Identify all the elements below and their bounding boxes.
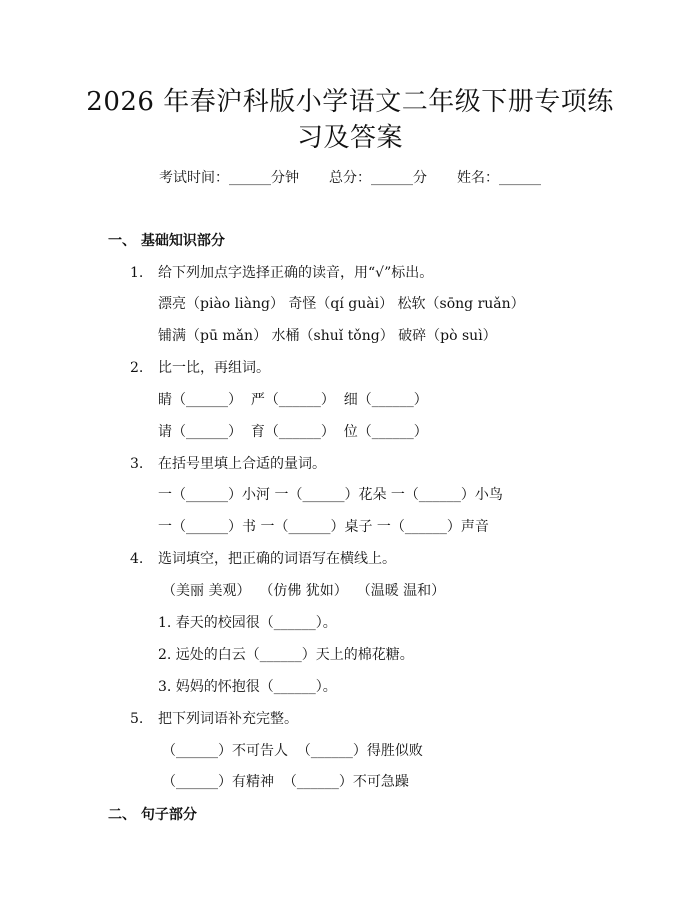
q2-row-2: 请（______） 育（______） 位（______）: [158, 424, 428, 440]
student-name: 姓名：______: [457, 170, 541, 186]
question-2: [130, 357, 270, 377]
exam-time: 考试时间：______分钟: [159, 170, 299, 186]
q1-row-2: 铺满（pū mǎn） 水桶（shuǐ tǒng） 破碎（pò suì）: [158, 328, 497, 344]
question-text: 把下列词语补充完整。: [158, 711, 298, 727]
q5-row-2: （______）有精神 （______）不可急躁: [162, 774, 409, 790]
document-title-line-1: 2026 年春沪科版小学语文二年级下册专项练: [86, 87, 614, 117]
question-5: [130, 708, 298, 728]
question-3: [130, 453, 326, 473]
question-text: 比一比，再组词。: [158, 360, 270, 376]
q3-row-1: 一（______）小河 一（______）花朵 一（______）小鸟: [158, 487, 503, 503]
q1-row-1: 漂亮（piào liàng） 奇怪（qí guài） 松软（sōng ruǎn）: [158, 296, 525, 312]
question-4: [130, 548, 396, 568]
section-heading-sentences: 二、 句子部分: [108, 807, 197, 823]
question-number: 2.: [130, 360, 144, 376]
q2-row-1: 睛（______） 严（______） 细（______）: [158, 392, 428, 408]
q3-row-2: 一（______）书 一（______）桌子 一（______）声音: [158, 519, 489, 535]
q4-sentence-3: 3. 妈妈的怀抱很（______）。: [158, 679, 337, 695]
question-number: 4.: [130, 551, 144, 567]
q4-word-options: （美丽 美观） （仿佛 犹如） （温暖 温和）: [162, 583, 446, 599]
question-number: 3.: [130, 456, 144, 472]
total-score: 总分：______分: [329, 170, 427, 186]
document-title-line-2: 习及答案: [296, 123, 403, 153]
q5-row-1: （______）不可告人 （______）得胜似败: [162, 743, 423, 759]
q4-sentence-1: 1. 春天的校园很（______）。: [158, 615, 337, 631]
question-number: 1.: [130, 265, 144, 281]
exam-meta: [0, 167, 700, 187]
question-text: 选词填空，把正确的词语写在横线上。: [158, 551, 396, 567]
question-number: 5.: [130, 711, 144, 727]
question-text: 在括号里填上合适的量词。: [158, 456, 326, 472]
section-heading-basics: 一、 基础知识部分: [108, 233, 225, 249]
question-1: [130, 262, 433, 282]
q4-sentence-2: 2. 远处的白云（______）天上的棉花糖。: [158, 647, 414, 663]
question-text: 给下列加点字选择正确的读音，用“√”标出。: [158, 265, 434, 281]
